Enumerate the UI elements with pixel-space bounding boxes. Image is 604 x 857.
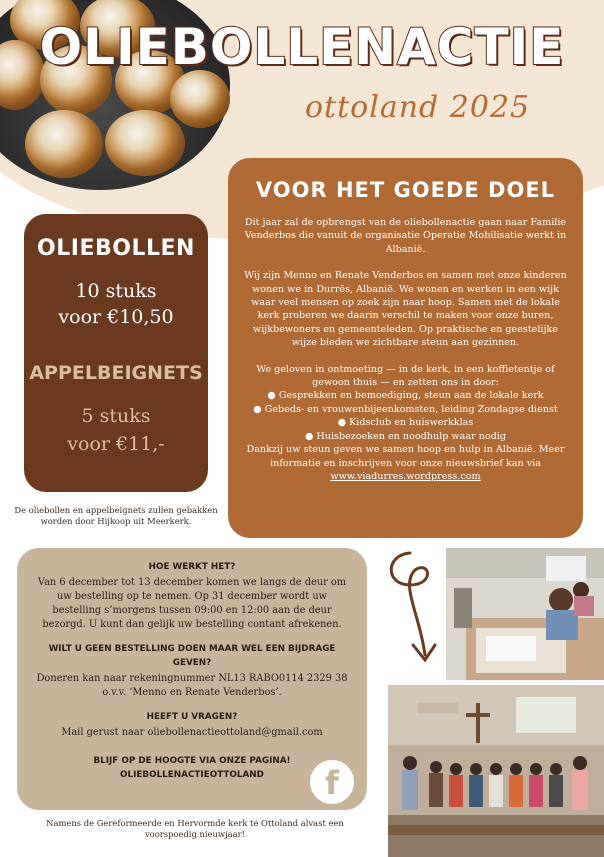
goede-doel-card <box>228 158 583 538</box>
donate-heading: WILT U GEEN BESTELLING DOEN MAAR WEL EEN BIJDRAGE GEVEN? <box>48 644 336 668</box>
how-text: Van 6 december tot 13 december komen we langs de deur om uw bestelling op te nemen. Op 31 december wordt uw bestelling s’morgens tussen 09:00 en 12:00 aan de deur bezorgd. U kunt dan gelijk uw bestelling contant afrekenen. <box>37 577 347 630</box>
prices-card <box>24 214 208 492</box>
goede-doel-body <box>244 216 567 483</box>
bullet-item: ● Gesprekken en bemoediging, steun aan de lokale kerk <box>267 390 544 402</box>
info-body <box>31 560 353 782</box>
oliebol-image <box>170 70 230 128</box>
facebook-icon[interactable]: f <box>310 760 354 804</box>
goede-doel-paragraph: Wij zijn Menno en Renate Venderbos en samen met onze kinderen wonen we in Durrës, Albanië. We wonen en werken in een wijk waar veel mensen op zoek zijn naar hoop. Samen met de lokale kerk proberen we daarin verschil te maken voor onze buren, wijkbewoners en gemeenteleden. Op praktische en geestelijke wijze bieden we zichtbare steun aan gezinnen. <box>244 270 567 349</box>
goede-doel-paragraph: Dit jaar zal de opbrengst van de oliebollenactie gaan naar Familie Venderbos die vanuit de organisatie Operatie Mobilisatie werkt in Albanië. <box>244 217 567 255</box>
facebook-page-name: OLIEBOLLENACTIEOTTOLAND <box>120 770 264 780</box>
donate-text: Doneren kan naar rekeningnummer NL13 RABO0114 2329 38 o.v.v. ‘Menno en Renate Venderbos’. <box>36 673 348 698</box>
oliebol-image <box>105 110 185 176</box>
follow-line: BLIJF OP DE HOOGTE VIA ONZE PAGINA! <box>93 756 291 766</box>
goede-doel-paragraph: We geloven in ontmoeting — in de kerk, in een koffietentje of gewoon thuis — en zetten ons in door: <box>256 363 555 389</box>
appelbeignets-quantity: 5 stuks <box>81 405 151 427</box>
website-link[interactable]: www.viadurres.wordpress.com <box>330 470 481 482</box>
bullet-item: ● Kidsclub en huiswerkklas <box>337 417 474 429</box>
oliebollen-amount: voor €10,50 <box>58 306 174 328</box>
squiggle-arrow-icon <box>380 545 450 675</box>
appelbeignets-amount: voor €11,- <box>67 433 165 455</box>
bullet-item: ● Gebeds- en vrouwenbijeenkomsten, leiding Zondagse dienst <box>253 403 558 415</box>
oliebollen-heading: OLIEBOLLEN <box>37 236 195 261</box>
questions-heading: HEEFT U VRAGEN? <box>146 712 238 722</box>
classroom-photo <box>446 548 604 680</box>
page-subtitle: ottoland 2025 <box>305 90 531 125</box>
appelbeignets-heading: APPELBEIGNETS <box>29 362 203 384</box>
appelbeignets-price <box>24 402 208 458</box>
goede-doel-paragraph: Dankzij uw steun geven we samen hoop en hulp in Albanië. Meer informatie en inschrijven voor onze nieuwsbrief kan via <box>246 444 565 469</box>
questions-text: Mail gerust naar oliebollenactieottoland@gmail.com <box>61 727 323 738</box>
oliebollen-quantity: 10 stuks <box>75 280 157 302</box>
oliebollen-price <box>24 278 208 330</box>
bullet-list <box>244 389 567 443</box>
closing-greeting: Namens de Gereformeerde en Hervormde kerk te Ottoland alvast een voorspoedig nieuwjaar! <box>46 818 344 839</box>
goede-doel-heading: VOOR HET GOEDE DOEL <box>255 178 556 202</box>
how-heading: HOE WERKT HET? <box>148 562 236 572</box>
baker-note: De oliebollen en appelbeignets zullen gebakken worden door Hijkoop uit Meerkerk. <box>14 505 218 526</box>
page-title: OLIEBOLLENACTIE <box>39 18 565 76</box>
church-group-photo <box>388 685 604 857</box>
bullet-item: ● Huisbezoeken en noodhulp waar nodig <box>305 430 506 442</box>
follow-text <box>31 754 353 782</box>
oliebol-image <box>25 110 103 178</box>
